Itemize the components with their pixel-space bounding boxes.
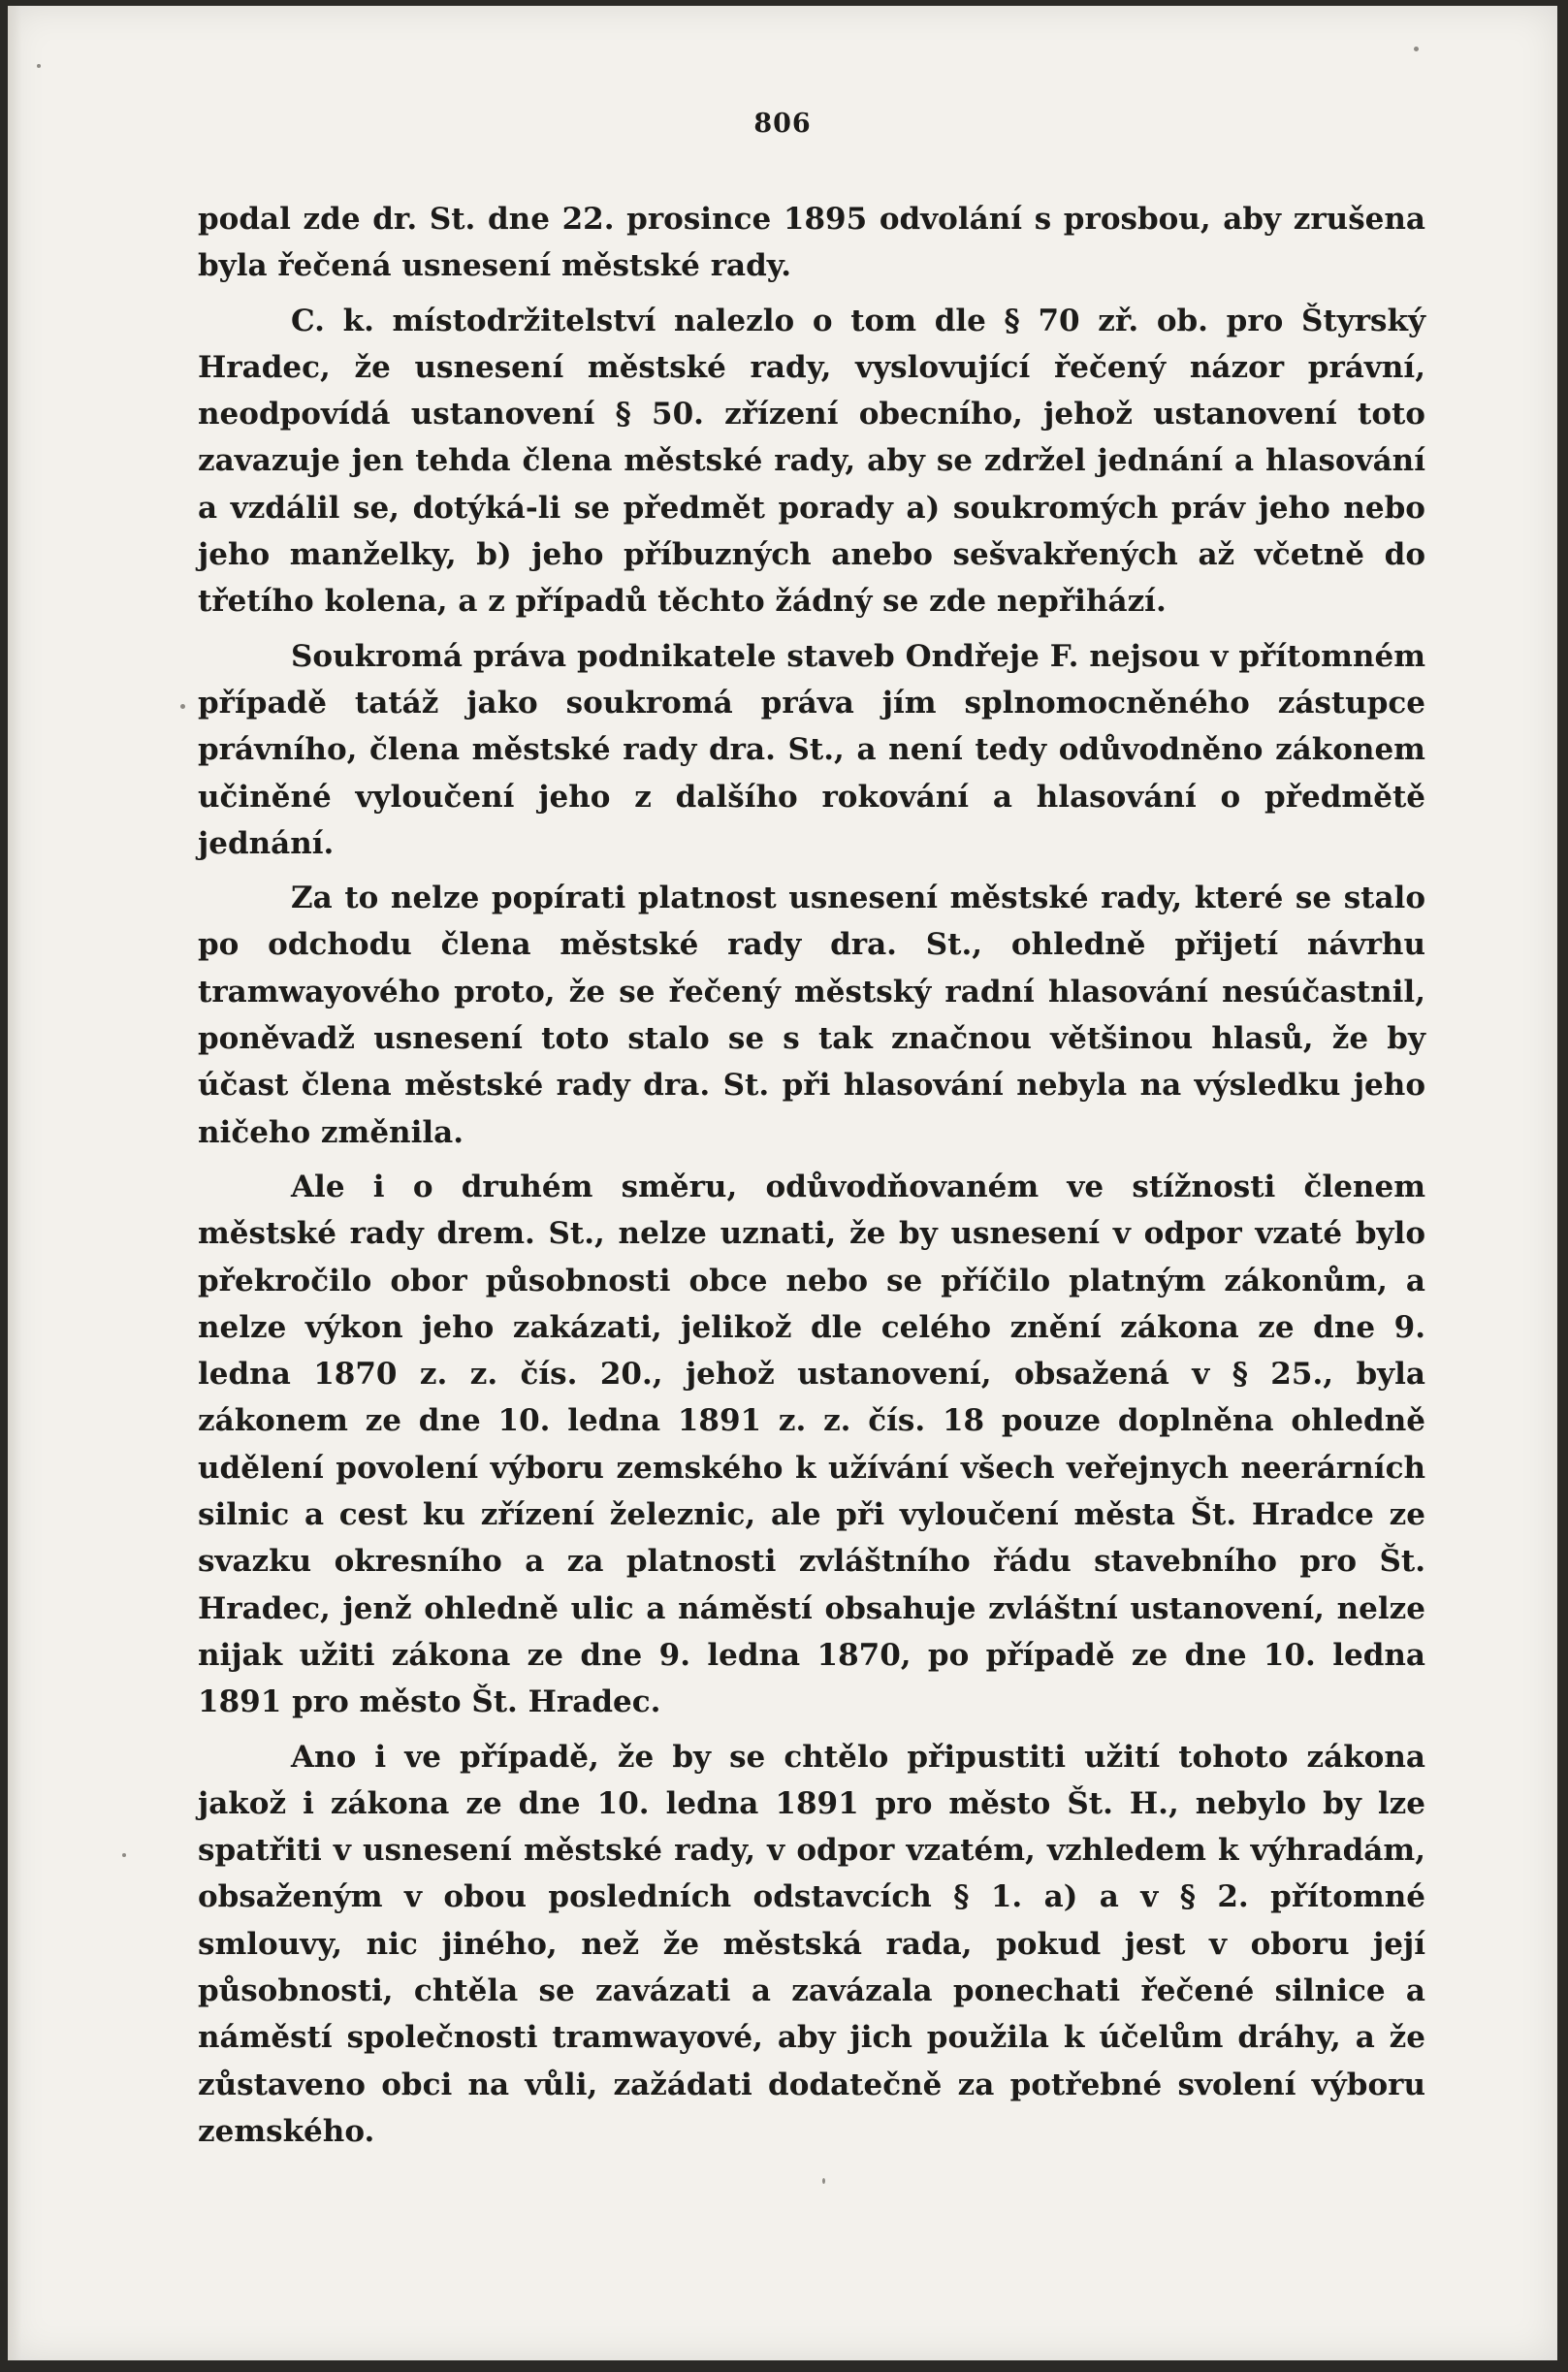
page-number: 806 [753,109,812,139]
paper-speck [1414,47,1419,51]
paper-speck [180,704,185,709]
paper-speck [822,2178,825,2184]
paragraph-2: C. k. místodržitelství nalezlo o tom dle § 70 zř. ob. pro Štyrský Hradec, že usnesení městské rady, vyslovující řečený názor právní, neodpovídá ustanovení § 50. zřízení obecního, jehož ustanovení toto zavazuje jen tehda člena městské rady, aby se zdržel jednání a hlasování a vzdálil se, dotýká-li se předmět porady a) soukromých práv jeho nebo jeho manželky, b) jeho příbuzných anebo sešvakřených až včetně do třetího kolena, a z případů těchto žádný se zde nepřihází. [198,303,1425,620]
paper-speck [122,1853,126,1857]
paragraph-4: Za to nelze popírati platnost usnesení městské rady, které se stalo po odchodu člena městské rady dra. St., ohledně přijetí návrhu tramwayového proto, že se řečený městský radní hlasování nesúčastnil, poněvadž usnesení toto stalo se s tak značnou většinou hlasů, že by účast člena městské rady dra. St. při hlasování nebyla na výsledku jeho ničeho změnila. [198,881,1425,1150]
paragraph-3: Soukromá práva podnikatele staveb Ondřeje F. nejsou v přítomném případě tatáž jako soukromá práva jím splnomocněného zástupce právního, člena městské rady dra. St., a není tedy odůvodněno zákonem učiněné vyloučení jeho z dalšího rokování a hlasování o předmětě jednání. [198,638,1425,861]
paper-speck [37,64,41,68]
text-body [198,196,1425,2155]
paragraph-1: podal zde dr. St. dne 22. prosince 1895 odvolání s prosbou, aby zrušena byla řečená usnesení městské rady. [198,202,1425,284]
page-edge-shadow [8,6,21,2360]
paragraph-6: Ano i ve případě, že by se chtělo připustiti užití tohoto zákona jakož i zákona ze dne 10. ledna 1891 pro město Št. H., nebylo by lze spatřiti v usnesení městské rady, v odpor vzatém, vzhledem k výhradám, obsaženým v obou posledních odstavcích § 1. a) a v § 2. přítomné smlouvy, nic jiného, než že městská rada, pokud jest v oboru její působnosti, chtěla se zavázati a zavázala ponechati řečené silnice a náměstí společnosti tramwayové, aby jich použila k účelům dráhy, a že zůstaveno obci na vůli, zažádati dodatečně za potřebné svolení výboru zemského. [198,1739,1425,2149]
document-page [8,6,1557,2360]
paragraph-5: Ale i o druhém směru, odůvodňovaném ve stížnosti členem městské rady drem. St., nelze uznati, že by usnesení v odpor vzaté bylo překročilo obor působnosti obce nebo se příčilo platným zákonům, a nelze výkon jeho zakázati, jelikož dle celého znění zákona ze dne 9. ledna 1870 z. z. čís. 20., jehož ustanovení, obsažená v § 25., byla zákonem ze dne 10. ledna 1891 z. z. čís. 18 pouze doplněna ohledně udělení povolení výboru zemského k užívání všech veřejnych neerárních silnic a cest ku zřízení železnic, ale při vyloučení města Št. Hradce ze svazku okresního a za platnosti zvláštního řádu stavebního pro Št. Hradec, jenž ohledně ulic a náměstí obsahuje zvláštní ustanovení, nelze nijak užiti zákona ze dne 9. ledna 1870, po případě ze dne 10. ledna 1891 pro město Št. Hradec. [198,1169,1425,1720]
